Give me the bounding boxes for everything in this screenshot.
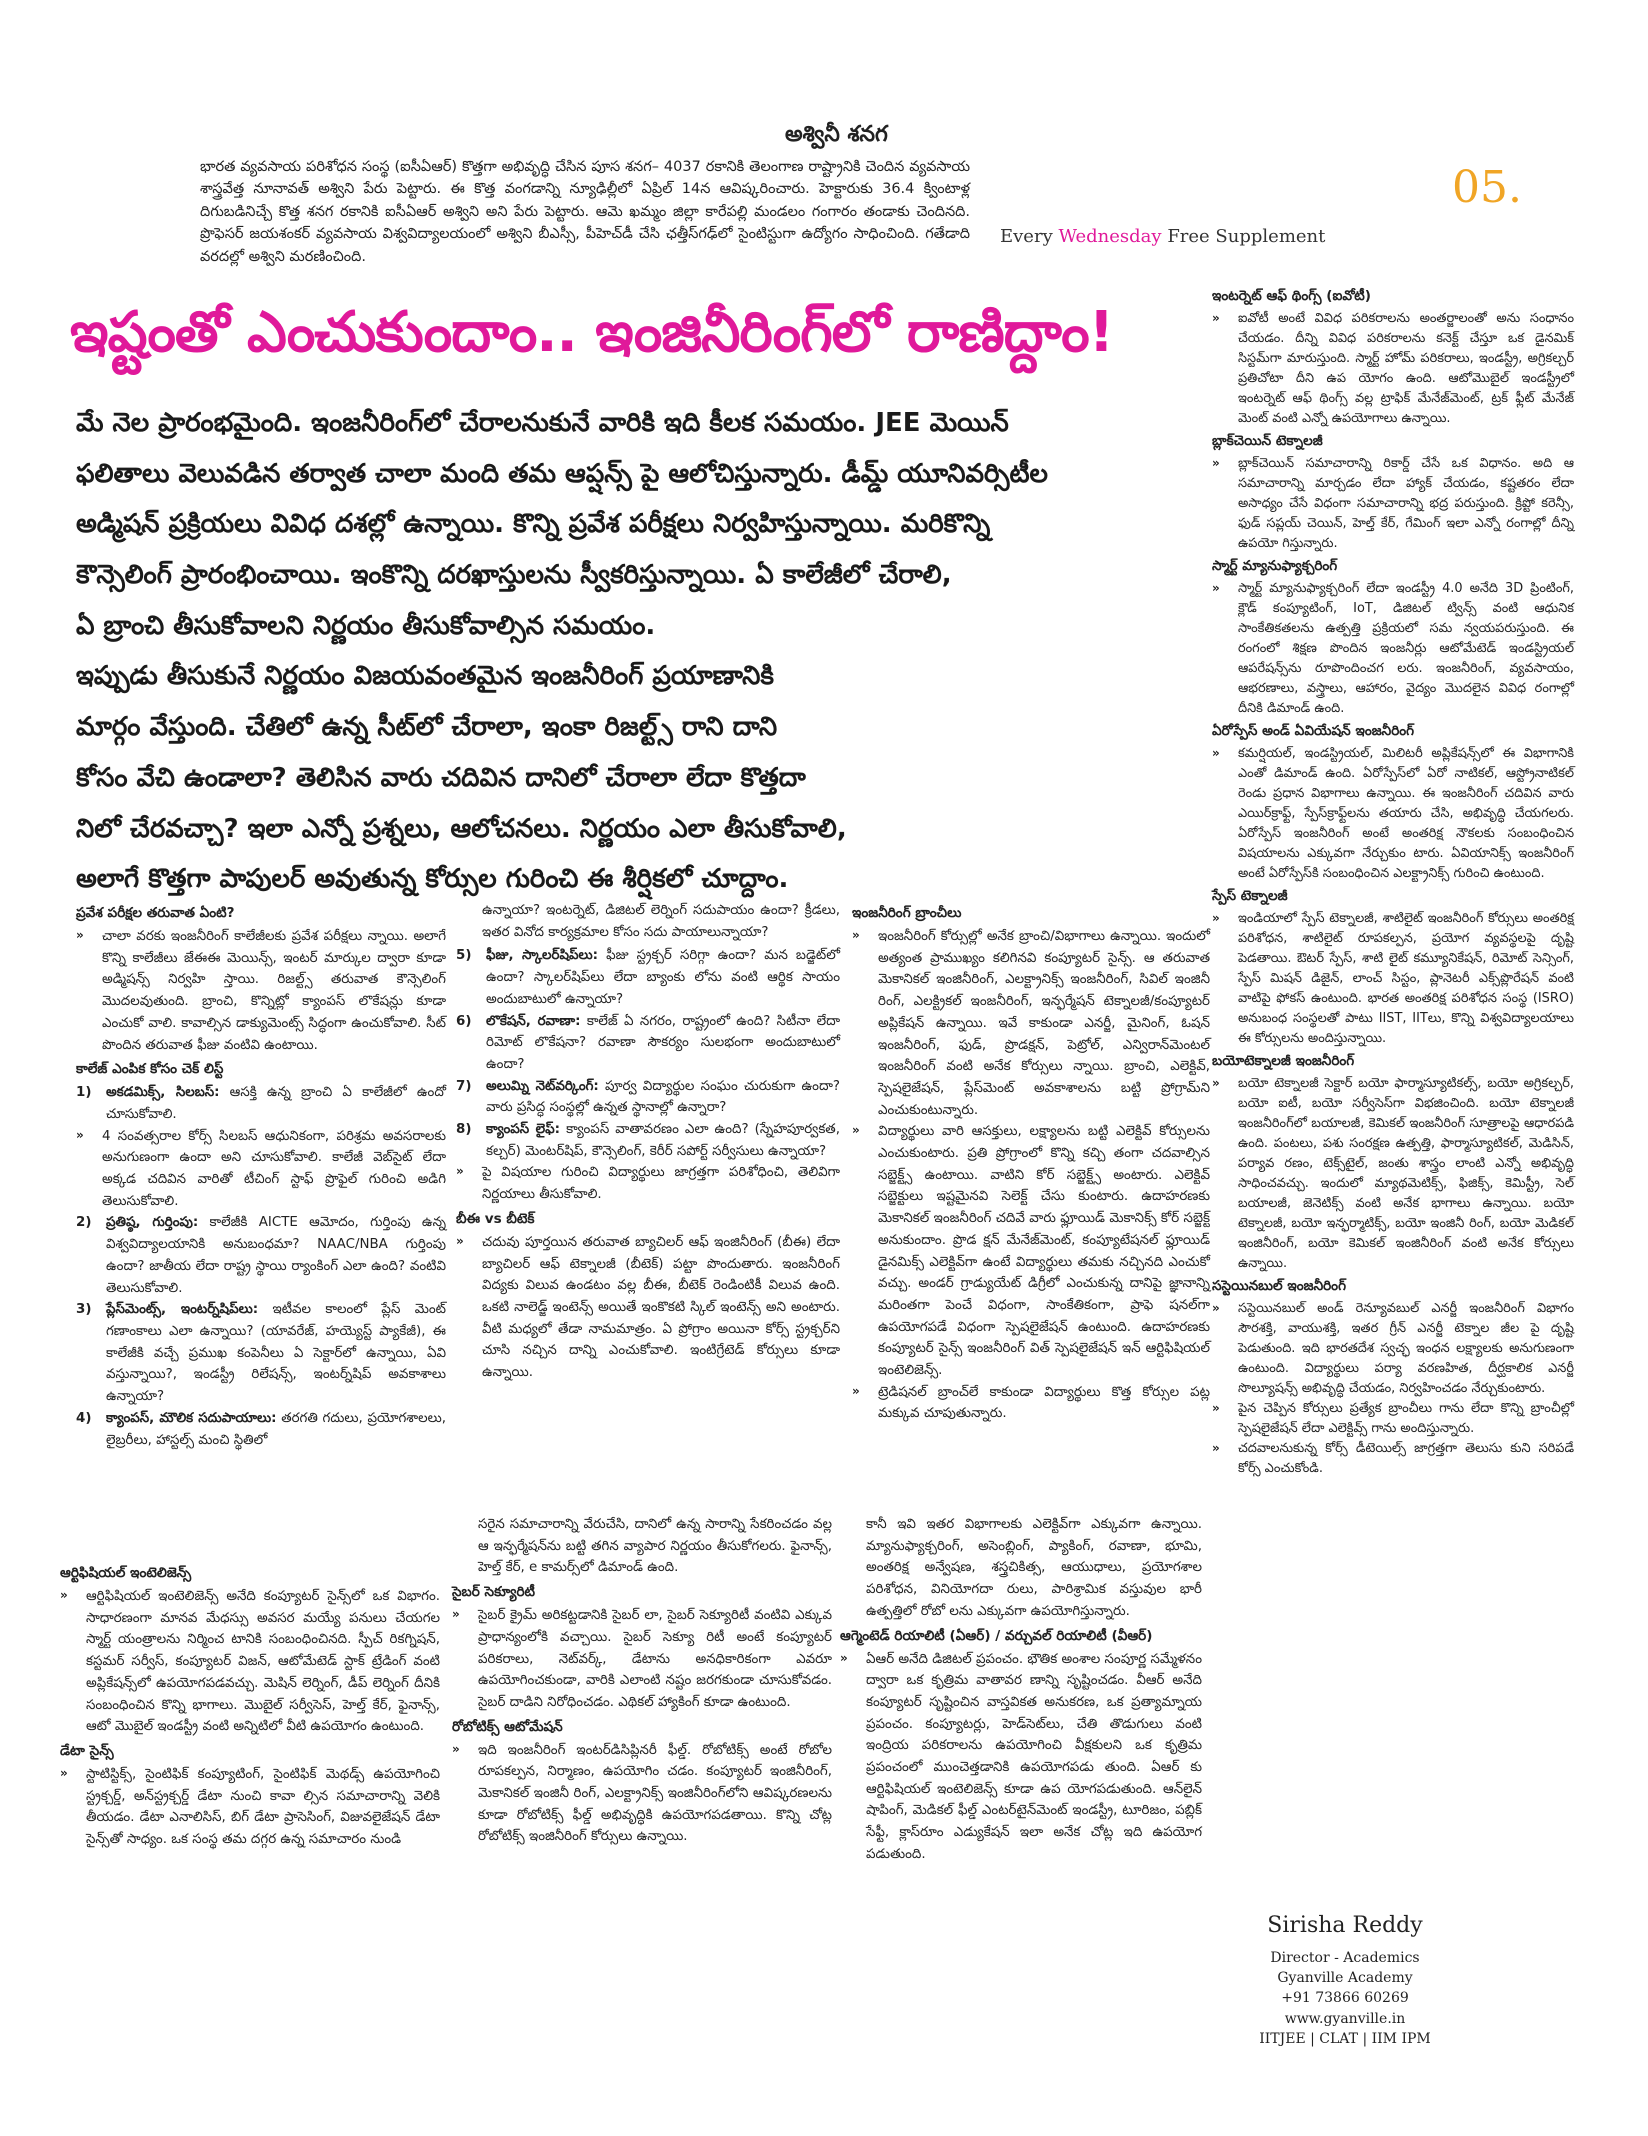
numbered-item	[76, 1299, 446, 1408]
bullet-icon: »	[840, 1650, 848, 1665]
text: ఆర్టిఫిషియల్ ఇంటెలిజెన్స్ అనేది కంప్యూటర్ సైన్స్‌లో ఒక విభాగం. సాధారణంగా మానవ మేధస్సు అవసర మయ్యే పనులు చేయగల స్మార్ట్ యంత్రాలను నిర్మించ టానికి సంబంధించినది. స్పీచ్ రికగ్నిషన్, కస్టమర్ సర్వీస్, కంప్యూటర్ విజన్, ఆటోమేటెడ్ స్టాక్ ట్రేడింగ్ వంటి అప్లికేషన్స్‌లో ఉపయోగపడవచ్చు. మెషిన్ లెర్నింగ్, డీప్ లెర్నింగ్ దీనికి సంబంధించిన కొన్ని భాగాలు. మొబైల్ సర్వీసెస్, హెల్త్ కేర్, ఫైనాన్స్, ఆటో మొబైల్ ఇండస్ట్రీ వంటి అన్నిటిలో వీటి ఉపయోగం ఉంటుంది.	[86, 1589, 440, 1735]
bullet-icon: »	[60, 1588, 68, 1603]
item-text: ఆసక్తి ఉన్న బ్రాంచి ఏ కాలేజీలో ఉందో చూసుకోవాలి.	[106, 1085, 447, 1122]
text: ఐవోటీ అంటే వివిధ పరికరాలను అంతర్జాలంతో అను సంధానం చేయడం. దీన్ని వివిధ పరికరాలను కనెక్ట్ చేస్తూ ఒక డైనమిక్ సిస్టమ్‌గా మారుస్తుంది. స్మార్ట్ హోమ్ పరికరాలు, ఇండస్ట్రీ, అగ్రికల్చర్ ప్రతిచోటా దీని ఉప యోగం ఉంది. ఆటోమొబైల్ ఇండస్ట్రీలో ఇంటర్నెట్ ఆఫ్ థింగ్స్ వల్ల ట్రాఫిక్ మేనేజ్‌మెంట్, ట్రక్ ఫ్లీట్ మేనేజ్ మెంట్ వంటి ఎన్నో ఉపయోగాలు ఉన్నాయి.	[1238, 311, 1574, 427]
heading: ప్రవేశ పరీక్షల తరువాత ఏంటి?	[76, 905, 235, 921]
bullet-icon: »	[1212, 1301, 1220, 1316]
text: స్టాటిస్టిక్స్, సైంటిఫిక్ కంప్యూటింగ్, సైంటిఫిక్ మెథడ్స్ ఉపయోగించి స్ట్రక్చర్డ్, అన్‌స్ట్రక్చర్డ్ డేటా నుంచి కావా ల్సిన సమాచారాన్ని వెలికి తీయడం. డేటా ఎనాలిసిస్, బిగ్ డేటా ప్రాసెసింగ్, విజువలైజేషన్ డేటా సైన్స్‌తో సాధ్యం. ఒక సంస్థ తమ దగ్గర ఉన్న సమాచారం నుండి	[86, 1766, 440, 1848]
item-number: 6)	[456, 1013, 472, 1029]
item-text: ఫీజు స్ట్రక్చర్ సరిగ్గా ఉందా? మన బడ్జెట్‌లో ఉందా? స్కాలర్‌షిప్‌లు లేదా బ్యాంకు లోను వంటి ఆర్థిక సాయం అందుబాటులో ఉన్నాయా?	[486, 948, 841, 1007]
text: పైన చెప్పిన కోర్సులు ప్రత్యేక బ్రాంచీలు గాను లేదా కొన్ని బ్రాంచీల్లో స్పెషలైజేషన్ లేదా ఎలెక్టివ్స్ గాను అందిస్తున్నారు.	[1238, 1401, 1574, 1437]
heading: ఆగ్మెంటెడ్ రియాలిటీ (ఏఆర్) / వర్చువల్ రియాలిటీ (వీఆర్)	[840, 1627, 1153, 1644]
item-label: ఫీజు, స్కాలర్‌షిప్‌లు:	[486, 948, 599, 964]
heading: స్పేస్ టెక్నాలజీ	[1212, 888, 1288, 905]
signature	[1220, 1910, 1470, 2049]
text: ఇది ఇంజనీరింగ్ ఇంటర్‌డిసిప్లినరీ ఫీల్డ్. రోబోటిక్స్ అంటే రోబోల రూపకల్పన, నిర్మాణం, ఉపయోగిం చడం. కంప్యూటర్ ఇంజినీరింగ్, మెకానికల్ ఇంజినీ రింగ్, ఎలక్ట్రానిక్స్ ఇంజినీరింగ్‌లోని ఆవిష్కరణలను కూడా రోబోటిక్స్ ఫీల్డ్ అభివృద్ధికి ఉపయోగపడతాయి. కొన్ని చోట్ల రోబోటిక్స్ ఇంజినీరింగ్ కోర్సులు ఉన్నాయి.	[478, 1742, 832, 1845]
supplement-before: Every	[1000, 226, 1059, 247]
bullet-icon: »	[1212, 1441, 1220, 1456]
heading: స్మార్ట్ మ్యానుఫ్యాక్చరింగ్	[1212, 558, 1338, 575]
intro-line: నిలో చేరవచ్చా? ఇలా ఎన్నో ప్రశ్నలు, ఆలోచనలు. నిర్ణయం ఎలా తీసుకోవాలి,	[76, 813, 847, 844]
intro-line: ఫలితాలు వెలువడిన తర్వాత చాలా మంది తమ ఆప్షన్స్ పై ఆలోచిస్తున్నారు. డీమ్డ్ యూనివర్సిటీల	[76, 458, 1048, 489]
numbered-item	[76, 1212, 446, 1299]
item-label: క్యాంపస్, మౌలిక సదుపాయాలు:	[106, 1410, 277, 1426]
bullet-icon: »	[1212, 581, 1220, 596]
bullet-para	[852, 1382, 1210, 1425]
author-phone: +91 73866 60269	[1281, 1990, 1409, 2007]
heading: ఇంజనీరింగ్ బ్రాంచీలు	[852, 905, 962, 921]
item-number: 1)	[76, 1085, 92, 1101]
intro	[76, 398, 1186, 905]
bullet-para	[452, 1740, 832, 1849]
text: కమర్షియల్, ఇండస్ట్రియల్, మిలిటరీ అప్లికేషన్స్‌లో ఈ విభాగానికి ఎంతో డిమాండ్ ఉంది. ఏరోస్పేస్‌లో ఏరో నాటికల్, ఆస్ట్రోనాటికల్ రెండు ప్రధాన విభాగాలు ఉన్నాయి. ఈ ఇంజనీరింగ్ చదివిన వారు ఎయిర్‌క్రాఫ్ట్, స్పేస్‌క్రాఫ్ట్‌లను తయారు చేసి, అభివృద్ధి చేయగలరు. ఏరోస్పేస్ ఇంజనీరింగ్ అంటే అంతరిక్ష నౌకలకు సంబంధించిన విషయాలను ఎక్కువగా నేర్చుకుం టారు. ఏవియానిక్స్ ఇంజనీరింగ్ అంటే ఏరోస్పేస్‌కి సంబంధించిన ఎలక్ట్రానిక్స్ గురించి ఉంటుంది.	[1238, 746, 1574, 882]
text: చదవాలనుకున్న కోర్స్ డీటెయిల్స్ జాగ్రత్తగా తెలుసు కుని సరిపడే కోర్స్ ఎంచుకోండి.	[1238, 1441, 1574, 1477]
heading: సస్టెయినబుల్ ఇంజనీరింగ్	[1212, 1278, 1346, 1295]
text: బయో టెక్నాలజీ సెక్టార్ బయో ఫార్మాస్యూటికల్స్, బయో అగ్రికల్చర్, బయో ఐటీ, బయో సర్వీసెస్‌గా విభజించింది. బయో టెక్నాలజీ ఇంజనీరింగ్‌లో బయాలజీ, కెమికల్ ఇంజనీరింగ్ సూత్రాలపై ఆధారపడి ఉంది. పంటలు, పశు సంరక్షణ ఉత్పత్తి, ఫార్మాస్యూటికల్, మెడిసిన్, పర్యావ రణం, టెక్స్‌టైల్, జంతు శాస్త్రం లాంటి ఎన్నో అభివృద్ధి సాధించవచ్చు. ఇందులో మ్యాథమెటిక్స్, ఫిజిక్స్, కెమిస్ట్రీ, సెల్ బయాలజీ, జెనెటిక్స్ వంటి అనేక భాగాలు ఉన్నాయి. బయో టెక్నాలజీ, బయో ఇన్ఫర్మాటిక్స్, బయో ఇంజినీ రింగ్, బయో మెడికల్ ఇంజినీరింగ్, బయో కెమికల్ ఇంజినీరింగ్ వంటి అనేక కోర్సులు ఉన్నాయి.	[1238, 1076, 1574, 1272]
item-number: 8)	[456, 1122, 472, 1138]
numbered-item	[76, 1408, 446, 1451]
item-number: 3)	[76, 1302, 92, 1318]
item-text: పూర్వ విద్యార్థుల సంఘం చురుకుగా ఉందా? వారు ప్రసిద్ధ సంస్థల్లో ఉన్నత స్థానాల్లో ఉన్నారా?	[486, 1078, 840, 1116]
text: 4 సంవత్సరాల కోర్స్ సిలబస్ ఆధునికంగా, పరిశ్రమ అవసరాలకు అనుగుణంగా ఉందా అని చూసుకోవాలి. కాలేజీ వెబ్‌సైట్ లేదా అక్కడ చదివిన వారితో టీచింగ్ స్టాఫ్ ప్రొఫైల్ గురించి అడిగి తెలుసుకోవాలి.	[102, 1128, 446, 1209]
heading: కాలేజ్ ఎంపిక కోసం చెక్ లిస్ట్	[76, 1061, 224, 1078]
text: సస్టెయినబుల్ అండ్ రెన్యూవబుల్ ఎనర్జీ ఇంజనీరింగ్ విభాగం సౌరశక్తి, వాయుశక్తి, ఇతర గ్రీన్ ఎనర్జీ టెక్నాల జీల పై దృష్టి పెడుతుంది. ఇది భారతదేశ స్వచ్ఛ ఇంధన లక్ష్యాలకు అనుగుణంగా ఉంటుంది. విద్యార్థులు పర్యా వరణహిత, దీర్ఘకాలిక ఎనర్జీ సొల్యూషన్స్ అభివృద్ధి చేయడం, నిర్వహించడం నేర్చుకుంటారు.	[1238, 1301, 1574, 1397]
intro-line: కోసం వేచి ఉండాలా? తెలిసిన వారు చదివిన దానిలో చేరాలా లేదా కొత్తదా	[76, 762, 806, 793]
bullet-icon: »	[1212, 311, 1220, 326]
bullet-icon: »	[1212, 911, 1220, 926]
numbered-item	[76, 1082, 446, 1125]
bullet-para	[1212, 1074, 1574, 1274]
item-label: ప్లేస్‌మెంట్స్, ఇంటర్న్‌షిప్‌లు:	[106, 1302, 259, 1318]
box-title: అశ్వినీ శనగ	[785, 122, 888, 147]
column-4	[1212, 284, 1574, 1479]
heading: ఆర్టిఫిషియల్ ఇంటెలిజెన్స్	[60, 1565, 192, 1581]
bullet-para	[76, 1126, 446, 1213]
box-text: భారత వ్యవసాయ పరిశోధన సంస్థ (ఐసీఏఆర్) కొత్తగా అభివృద్ధి చేసిన పూస శనగ– 4037 రకానికి తెలంగాణ రాష్ట్రానికి చెందిన వ్యవసాయ శాస్త్రవేత్త నూనావత్ అశ్విని పేరు పెట్టారు. ఈ కొత్త వంగడాన్ని న్యూఢిల్లీలో ఏప్రిల్ 14న ఆవిష్కరించారు. హెక్టారుకు 36.4 క్వింటాళ్ల దిగుబడినిచ్చే కొత్త శనగ రకానికి ఐసీఏఆర్ అశ్విని అని పేరు పెట్టారు. ఆమె ఖమ్మం జిల్లా కారేపల్లి మండలం గంగారం తండాకు చెందినది. ప్రొఫెసర్ జయశంకర్ వ్యవసాయ విశ్వవిద్యాలయంలో అశ్విని బీఎస్సీ, పీహెచ్‌డీ చేసి ఛత్తీస్‌గఢ్‌లో సైంటిస్టుగా ఉద్యోగం సాధించింది. గతేడాది వరదల్లో అశ్విని మరణించింది.	[200, 159, 970, 265]
bullet-icon: »	[76, 928, 84, 943]
bullet-icon: »	[76, 1127, 84, 1142]
item-text: ఇటీవల కాలంలో ప్లేస్ మెంట్ గణాంకాలు ఎలా ఉన్నాయి? (యావరేజ్, హయ్యెస్ట్ ప్యాకేజీ), ఈ కాలేజీకి వచ్చే ప్రముఖ కంపెనీలు ఏ సెక్టార్‌లో ఉన్నాయి, ఏవి వస్తున్నాయి?, ఇండస్ట్రీ రిలేషన్స్, ఇంటర్న్‌షిప్ అవకాశాలు ఉన్నాయా?	[106, 1302, 446, 1405]
bullet-icon: »	[456, 1233, 464, 1248]
item-number: 5)	[456, 948, 472, 964]
heading: బీఈ vs బీటెక్	[456, 1210, 535, 1227]
numbered-item	[456, 945, 840, 1010]
bullet-para	[852, 1121, 1210, 1381]
bullet-para	[1212, 454, 1574, 554]
item-text: తరగతి గదులు, ప్రయోగశాలలు, లైబ్రరీలు, హాస్టల్స్ మంచి స్థితిలో	[106, 1410, 446, 1448]
bullet-icon: »	[452, 1741, 460, 1756]
bullet-para	[1212, 1439, 1574, 1479]
numbered-item	[456, 1119, 840, 1162]
bullet-para	[1212, 579, 1574, 719]
text: ఉన్నాయా? ఇంటర్నెట్, డిజిటల్ లెర్నింగ్ సదుపాయం ఉందా? క్రీడలు, ఇతర వినోద కార్యక్రమాల కోసం సదు పాయాలున్నాయా?	[482, 903, 840, 940]
bullet-para	[840, 1649, 1202, 1866]
item-label: లొకేషన్, రవాణా:	[486, 1013, 581, 1029]
bullet-icon: »	[452, 1607, 460, 1622]
item-label: అకడమిక్స్, సిలబస్:	[106, 1085, 220, 1101]
intro-line: మే నెల ప్రారంభమైంది. ఇంజనీరింగ్‌లో చేరాలనుకునే వారికి ఇది కీలక సమయం. JEE మెయిన్	[76, 408, 1009, 438]
text: ఇంజనీరింగ్ కోర్సుల్లో అనేక బ్రాంచి/విభాగాలు ఉన్నాయి. ఇందులో అత్యంత ప్రాముఖ్యం కలిగినవి కంప్యూటర్ సైన్స్. ఆ తరువాత మెకానికల్ ఇంజినీరింగ్, ఎలక్ట్రానిక్స్ ఇంజనీరింగ్, సివిల్ ఇంజినీ రింగ్, ఎలక్ట్రికల్ ఇంజనీరింగ్, ఇన్ఫర్మేషన్ టెక్నాలజీ/కంప్యూటర్ అప్లికేషన్ ఉన్నాయి. ఇవే కాకుండా ఎనర్జీ, మైనింగ్, ఓషన్ ఇంజనీరింగ్, ఫుడ్, ప్రొడక్షన్, పెట్రోల్, ఎన్విరాన్‌మెంటల్ ఇంజనీరింగ్ వంటి అనేక కోర్సులు న్నాయి. బ్రాంచి, ఎలెక్టివ్, స్పెషలైజేషన్, ప్లేస్‌మెంట్ అవకాశాలను బట్టి ప్రోగ్రామ్‌ని ఎంచుకుంటున్నారు.	[878, 929, 1210, 1118]
author-web: www.gyanville.in	[1284, 2010, 1406, 2027]
bullet-icon: »	[852, 1383, 860, 1398]
bullet-icon: »	[1212, 1076, 1220, 1091]
heading: రోబోటిక్స్ ఆటోమేషన్	[452, 1718, 563, 1735]
bullet-para	[76, 926, 446, 1056]
lower-column-3	[840, 1514, 1202, 1866]
bullet-para	[1212, 1299, 1574, 1399]
bullet-para	[456, 1162, 840, 1205]
bullet-icon: »	[1212, 1401, 1220, 1416]
supplement-after: Free Supplement	[1161, 226, 1326, 247]
text: పై విషయాల గురించి విద్యార్థులు జాగ్రత్తగా పరిశోధించి, తెలివిగా నిర్ణయాలు తీసుకోవాలి.	[482, 1165, 840, 1203]
text: చదువు పూర్తయిన తరువాత బ్యాచిలర్ ఆఫ్ ఇంజినీరింగ్ (బీఈ) లేదా బ్యాచిలర్ ఆఫ్ టెక్నాలజీ (బీటెక్) పట్టా పొందుతారు. ఇంజనీరింగ్ విద్యకు విలువ ఉండటం వల్ల బీఈ, బీటెక్ రెండింటికీ విలువ ఉంది. ఒకటి నాలెడ్జ్ ఇంటెన్స్ అయితే ఇంకొకటి స్కిల్ ఇంటెన్స్ అని అంటారు. వీటి మధ్యలో తేడా నామమాత్రం. ఏ ప్రోగ్రాం అయినా కోర్స్ స్ట్రక్చర్‌ని చూసి నచ్చిన దాన్ని ఎంచుకోవాలి. ఇంటిగ్రేటెడ్ కోర్సులు కూడా ఉన్నాయి.	[482, 1234, 840, 1381]
supplement-wednesday: Wednesday	[1058, 226, 1162, 247]
numbered-item	[456, 1011, 840, 1076]
heading: సైబర్ సెక్యూరిటీ	[452, 1584, 536, 1601]
item-text: కాలేజీకి AICTE ఆమోదం, గుర్తింపు ఉన్న విశ్వవిద్యాలయానికి అనుబంధమా? NAAC/NBA గుర్తింపు ఉందా? జాతీయ లేదా రాష్ట్ర స్థాయి ర్యాంకింగ్ ఎలా ఉంది? వంటివి తెలుసుకోవాలి.	[106, 1215, 446, 1296]
intro-line: ఏ బ్రాంచి తీసుకోవాలని నిర్ణయం తీసుకోవాల్సిన సమయం.	[76, 610, 656, 641]
item-number: 4)	[76, 1410, 92, 1426]
item-number: 2)	[76, 1215, 92, 1231]
bullet-icon: »	[456, 1164, 464, 1179]
bullet-para	[1212, 744, 1574, 884]
author-org: Gyanville Academy	[1277, 1970, 1413, 1987]
bullet-icon: »	[1212, 456, 1220, 471]
text: ట్రెడిషనల్ బ్రాంచ్‌లే కాకుండా విద్యార్థులు కొత్త కోర్సుల పట్ల మక్కువ చూపుతున్నారు.	[878, 1384, 1210, 1422]
text: బ్లాక్‌చెయిన్ సమాచారాన్ని రికార్డ్ చేసే ఒక విధానం. అది ఆ సమాచారాన్ని మార్చడం లేదా హ్యాక్ చేయడం, కష్టతరం లేదా అసాధ్యం చేసే విధంగా సమాచారాన్ని భద్ర పరుస్తుంది. క్రిప్టో కరెన్సీ, ఫుడ్ సప్లయ్ చెయిన్, హెల్త్ కేర్, గేమింగ్ ఇలా ఎన్నో రంగాల్లో దీన్ని ఉపయో గిస్తున్నారు.	[1238, 456, 1574, 552]
heading: ఇంటర్నెట్ ఆఫ్ థింగ్స్ (ఐవోటీ)	[1212, 288, 1371, 304]
heading: బయోటెక్నాలజీ ఇంజనీరింగ్	[1212, 1053, 1355, 1070]
intro-line: అలాగే కొత్తగా పాపులర్ అవుతున్న కోర్సుల గురించి ఈ శీర్షికలో చూద్దాం.	[76, 864, 789, 895]
page-number: 05.	[1452, 162, 1522, 213]
bullet-para	[1212, 1399, 1574, 1439]
bullet-para	[852, 926, 1210, 1121]
author-tags: IITJEE | CLAT | IIM IPM	[1259, 2031, 1431, 2048]
bullet-para	[456, 1232, 840, 1384]
supplement-line	[1000, 226, 1325, 247]
item-label: క్యాంపస్ లైఫ్:	[486, 1122, 560, 1138]
bullet-para	[60, 1586, 440, 1738]
item-text: క్యాంపస్ వాతావరణం ఎలా ఉంది? (స్నేహపూర్వకత, కల్చర్) మెంటర్‌షిప్, కౌన్సెలింగ్, కెరీర్ సపోర్ట్ సర్వీసులు ఉన్నాయా?	[486, 1122, 840, 1159]
text: స్మార్ట్ మ్యానుఫ్యాక్చరింగ్ లేదా ఇండస్ట్రీ 4.0 అనేది 3D ప్రింటింగ్, క్లౌడ్ కంప్యూటింగ్, IoT, డిజిటల్ ట్విన్స్ వంటి ఆధునిక సాంకేతికతలను ఉత్పత్తి ప్రక్రియలో సమ న్వయపరుస్తుంది. ఈ రంగంలో శిక్షణ పొందిన ఇంజనీర్లు ఆటోమేటెడ్ ఇండస్ట్రియల్ ఆపరేషన్స్‌ను రూపొందించగ లరు. ఇంజనీరింగ్, వ్యవసాయం, ఆభరణాలు, వస్త్రాలు, ఆహారం, వైద్యం మొదలైన వివిధ రంగాల్లో దీనికి డిమాండ్ ఉంది.	[1238, 581, 1574, 717]
bullet-icon: »	[1212, 746, 1220, 761]
author-role: Director - Academics	[1270, 1949, 1420, 1966]
column-2	[456, 900, 840, 1384]
intro-line: అడ్మిషన్ ప్రక్రియలు వివిధ దశల్లో ఉన్నాయి. కొన్ని ప్రవేశ పరీక్షలు నిర్వహిస్తున్నాయి. మరికొన్ని	[76, 509, 991, 540]
bullet-icon: »	[60, 1765, 68, 1780]
intro-line: మార్గం వేస్తుంది. చేతిలో ఉన్న సీట్‌లో చేరాలా, ఇంకా రిజల్ట్స్ రాని దాని	[76, 712, 778, 743]
text: సరైన సమాచారాన్ని వేరుచేసి, దానిలో ఉన్న సారాన్ని సేకరించడం వల్ల ఆ ఇన్ఫర్మేషన్‌ను బట్టి తగిన వ్యాపార నిర్ణయం తీసుకోగలరు. ఫైనాన్స్, హెల్త్ కేర్, e కామర్స్‌లో డిమాండ్ ఉంది.	[478, 1517, 832, 1576]
item-label: ప్రతిష్ఠ, గుర్తింపు:	[106, 1215, 199, 1231]
column-1	[76, 900, 446, 1451]
lower-column-2	[452, 1514, 832, 1848]
text: చాలా వరకు ఇంజనీరింగ్ కాలేజీలకు ప్రవేశ పరీక్షలు న్నాయి. అలాగే కొన్ని కాలేజీలు జేఈఈ మెయిన్స్, ఇంటర్ మార్కుల ద్వారా కూడా అడ్మిషన్స్ నిర్వహి స్తాయి. రిజల్ట్స్ తరువాత కౌన్సెలింగ్ మొదలవుతుంది. బ్రాంచి, కొన్నిట్లో క్యాంపస్ లొకేషన్లు కూడా ఎంచుకో వాలి. కావాల్సిన డాక్యుమెంట్స్ సిద్ధంగా ఉంచుకోవాలి. సీట్ పొందిన తరువాత ఫీజు వంటివి ఉంటాయి.	[102, 929, 446, 1053]
numbered-item	[456, 1076, 840, 1119]
bullet-para	[1212, 309, 1574, 429]
text: విద్యార్థులు వారి ఆసక్తులు, లక్ష్యాలను బట్టి ఎలెక్టివ్ కోర్సులను ఎంచుకుంటారు. ప్రతి ప్రోగ్రాంలో కొన్ని కచ్చి తంగా చదవాల్సిన సబ్జెక్ట్స్ ఉంటాయి. వాటిని కోర్ సబ్జెక్ట్స్ అంటారు. ఎలెక్టివ్ సబ్జెక్టులు ఇష్టమైనవి సెలెక్ట్ చేసు కుంటారు. ఉదాహరణకు మెకానికల్ ఇంజనీరింగ్ చదివే వారు ఫ్లూయిడ్ మెకానిక్స్ కోర్ సబ్జెక్ట్ అనుకుందాం. ప్రొడ క్షన్ మేనేజ్‌మెంట్, కంప్యూటేషనల్ ఫ్లూయిడ్ డైనమిక్స్ ఎలెక్టివ్‌గా ఉంటే విద్యార్థులు తమకు నచ్చినది ఎంచుకో వచ్చు. అండర్ గ్రాడ్యుయేట్ డిగ్రీలో ఎంచుకున్న దానిపై జ్ఞానాన్ని మరింతగా పెంచే విధంగా, సాంకేతికంగా, ప్రాఫె షనల్‌గా ఉపయోగపడే విధంగా స్పెషలైజేషన్ ఉంటుంది. ఉదాహరణకు కంప్యూటర్ సైన్స్ ఇంజనీరింగ్ విత్ స్పెషలైజేషన్ ఇన్ ఆర్టిఫిషియల్ ఇంటెలిజెన్స్.	[878, 1124, 1210, 1379]
intro-line: కౌన్సెలింగ్ ప్రారంభించాయి. ఇంకొన్ని దరఖాస్తులను స్వీకరిస్తున్నాయి. ఏ కాలేజీలో చేరాలి,	[76, 560, 952, 591]
heading: డేటా సైన్స్	[60, 1742, 114, 1759]
main-title: ఇష్టంతో ఎంచుకుందాం.. ఇంజినీరింగ్‌లో రాణిద్దాం!	[70, 300, 1114, 365]
text: సైబర్ క్రైమ్ అరికట్టడానికి సైబర్ లా, సైబర్ సెక్యూరిటీ వంటివి ఎక్కువ ప్రాధాన్యంలోకి వచ్చాయి. సైబర్ సెక్యూ రిటీ అంటే కంప్యూటర్ పరికరాలు, నెట్‌వర్క్, డేటాను అనధికారికంగా ఎవరూ ఉపయోగించకుండా, వారికి ఎలాంటి నష్టం జరగకుండా చూసుకోవడం. సైబర్ దాడిని నిరోధించడం. ఎథికల్ హ్యాకింగ్ కూడా ఉంటుంది.	[478, 1608, 832, 1710]
item-label: అలుమ్ని నెట్‌వర్కింగ్:	[486, 1078, 599, 1094]
text: కానీ ఇవి ఇతర విభాగాలకు ఎలెక్టివ్‌గా ఎక్కువగా ఉన్నాయి. మ్యానుఫ్యాక్చరింగ్, అసెంబ్లింగ్, ప్యాకింగ్, రవాణా, భూమి, అంతరిక్ష అన్వేషణ, శస్త్రచికిత్స, ఆయుధాలు, ప్రయోగశాల పరిశోధన, వినియోగదా రులు, పారిశ్రామిక వస్తువుల భారీ ఉత్పత్తిలో రోబో లను ఎక్కువగా ఉపయోగిస్తున్నారు.	[866, 1517, 1202, 1619]
bullet-para	[1212, 909, 1574, 1049]
bullet-para	[452, 1605, 832, 1714]
heading: ఏరోస్పేస్ అండ్ ఏవియేషన్ ఇంజనీరింగ్	[1212, 723, 1415, 740]
text: ఇండియాలో స్పేస్ టెక్నాలజీ, శాటిలైట్ ఇంజనీరింగ్ కోర్సులు అంతరిక్ష పరిశోధన, శాటిలైట్ రూపకల్పన, ప్రయోగ వ్యవస్థలపై దృష్టి పెడతాయి. ఔటర్ స్పేస్, శాటి లైట్ కమ్యూనికేషన్, రిమోట్ సెన్సింగ్, స్పేస్ మిషన్ డిజైన్, లాంచ్ సిస్టం, ప్లానెటరీ ఎక్స్‌ప్లొరేషన్ వంటి వాటిపై ఫోకస్ ఉంటుంది. భారత అంతరిక్ష పరిశోధన సంస్థ (ISRO) అనుబంధ సంస్థలతో పాటు IIST, IITలు, కొన్ని విశ్వవిద్యాలయాలు ఈ కోర్సులను అందిస్తున్నాయి.	[1238, 911, 1574, 1047]
item-text: కాలేజ్ ఏ నగరం, రాష్ట్రంలో ఉంది? సిటీనా లేదా రిమోట్ లొకేషనా? రవాణా సౌకర్యం సులభంగా అందుబాటులో ఉందా?	[486, 1013, 840, 1072]
author-name: Sirisha Reddy	[1267, 1913, 1423, 1938]
item-number: 7)	[456, 1078, 472, 1094]
lower-column-1	[60, 1560, 440, 1851]
text: ఏఆర్ అనేది డిజిటల్ ప్రపంచం. భౌతిక అంశాల సంపూర్ణ సమ్మేళనం ద్వారా ఒక కృత్రిమ వాతావర ణాన్ని సృష్టించడం. వీఆర్ అనేది కంప్యూటర్ సృష్టించిన వాస్తవికత అనుకరణ, ఒక ప్రత్యామ్నాయ ప్రపంచం. కంప్యూటర్లు, హెడ్‌సెట్‌లు, చేతి తొడుగులు వంటి ఇంద్రియ పరికరాలను ఉపయోగించి వీక్షకులని ఒక కృత్రిమ ప్రపంచంలో ముంచెత్తడానికి ఉపయోగపడు తుంది. ఏఆర్ కు ఆర్టిఫిషియల్ ఇంటెలిజెన్స్ కూడా ఉప యోగపడుతుంది. ఆన్‌లైన్ షాపింగ్, మెడికల్ ఫీల్డ్ ఎంటర్‌టైన్‌మెంట్ ఇండస్ట్రీ, టూరిజం, పబ్లిక్ సేఫ్టీ, క్లాస్‌రూం ఎడ్యుకేషన్ ఇలా అనేక చోట్ల ఇది ఉపయోగ పడుతుంది.	[866, 1651, 1202, 1862]
column-3	[852, 900, 1210, 1425]
heading: బ్లాక్‌చెయిన్ టెక్నాలజీ	[1212, 433, 1323, 450]
intro-line: ఇప్పుడు తీసుకునే నిర్ణయం విజయవంతమైన ఇంజనీరింగ్ ప్రయాణానికి	[76, 661, 774, 692]
bullet-icon: »	[852, 1123, 860, 1138]
bullet-icon: »	[852, 928, 860, 943]
bullet-para	[60, 1764, 440, 1851]
